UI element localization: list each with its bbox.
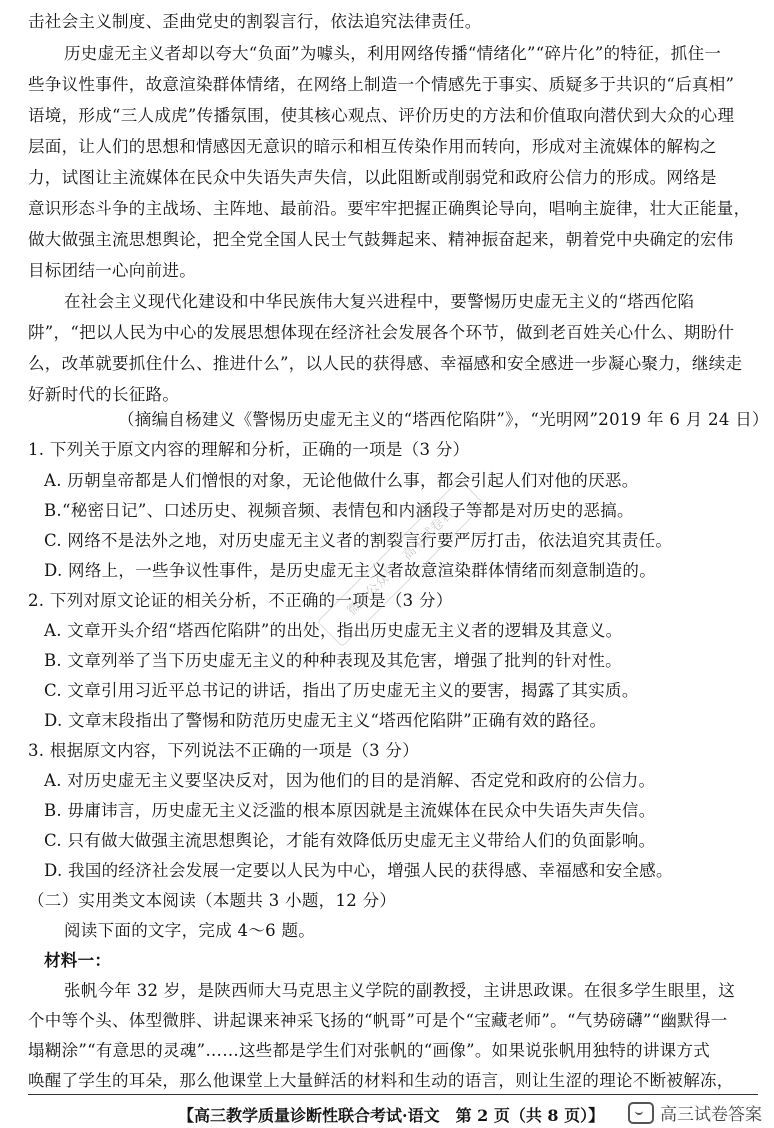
- material-line: 唤醒了学生的耳朵，那么他课堂上大量鲜活的材料和生动的语言，则让生涩的理论不断被解冻，: [28, 1071, 734, 1090]
- passage-line: 些争议性事件，故意渲染群体情绪，在网络上制造一个情感先于事实、质疑多于共识的“后真相”: [28, 75, 735, 94]
- section-heading: （二）实用类文本阅读（本题共 3 小题，12 分）: [28, 891, 397, 910]
- material-line: 塌糊涂”“有意思的灵魂”……这些都是学生们对张帆的“画像”。如果说张帆用独特的讲课方式: [28, 1041, 711, 1060]
- question-1-option-d[interactable]: D. 网络上，一些争议性事件，是历史虚无主义者故意渲染群体情绪而刻意制造的。: [44, 561, 657, 580]
- passage-line: 做大做强主流思想舆论，把全党全国人民士气鼓舞起来、精神振奋起来，朝着党中央确定的宏伟: [28, 230, 734, 249]
- chat-icon: [628, 1102, 654, 1124]
- section-instruction: 阅读下面的文字，完成 4～6 题。: [64, 921, 316, 940]
- watermark-text: 高三试卷答案: [660, 1105, 762, 1125]
- question-3-option-b[interactable]: B. 毋庸讳言，历史虚无主义泛滥的根本原因就是主流媒体在民众中失语失声失信。: [44, 801, 656, 820]
- corner-watermark: [628, 1100, 762, 1125]
- watermark-stamp: 微信公众号：高中试卷君: [317, 479, 485, 647]
- page-footer: 【高三教学质量诊断性联合考试·语文 第 2 页（共 8 页）】: [178, 1106, 605, 1125]
- material-line: 张帆今年 32 岁，是陕西师大马克思主义学院的副教授，主讲思政课。在很多学生眼里，这: [64, 981, 736, 1000]
- question-2-option-b[interactable]: B. 文章列举了当下历史虚无主义的种种表现及其危害，增强了批判的针对性。: [44, 651, 622, 670]
- passage-line: 历史虚无主义者却以夸大“负面”为噱头，利用网络传播“情绪化”“碎片化”的特征，抓住一: [64, 44, 722, 63]
- question-3-stem: 3. 根据原文内容，下列说法不正确的一项是（3 分）: [28, 741, 420, 760]
- question-2-option-c[interactable]: C. 文章引用习近平总书记的讲话，指出了历史虚无主义的要害，揭露了其实质。: [44, 681, 639, 700]
- question-3-option-a[interactable]: A. 对历史虚无主义要坚决反对，因为他们的目的是消解、否定党和政府的公信力。: [44, 771, 656, 790]
- passage-line: 语境，形成“三人成虎”传播氛围，使其核心观点、评价历史的方法和价值取向潜伏到大众的心理: [28, 106, 735, 125]
- passage-line: 目标团结一心向前进。: [28, 261, 196, 280]
- question-2-option-d[interactable]: D. 文章末段指出了警惕和防范历史虚无主义“塔西佗陷阱”正确有效的路径。: [44, 711, 607, 730]
- material-label: 材料一：: [44, 951, 112, 970]
- question-3-option-c[interactable]: C. 只有做大做强主流思想舆论，才能有效降低历史虚无主义带给人们的负面影响。: [44, 831, 656, 850]
- footer-divider: [28, 1094, 758, 1095]
- question-2-option-a[interactable]: A. 文章开头介绍“塔西佗陷阱”的出处，指出历史虚无主义者的逻辑及其意义。: [44, 621, 623, 640]
- question-1-option-c[interactable]: C. 网络不是法外之地，对历史虚无主义者的割裂言行要严厉打击，依法追究其责任。: [44, 531, 673, 550]
- passage-line: 么，改革就要抓住什么、推进什么”，以人民的获得感、幸福感和安全感进一步凝心聚力，继续走: [28, 354, 743, 373]
- question-1-option-b[interactable]: B.“秘密日记”、口述历史、视频音频、表情包和内涵段子等都是对历史的恶搞。: [44, 501, 634, 520]
- material-line: 个中等个头、体型微胖、讲起课来神采飞扬的“帆哥”可是个“宝藏老师”。“气势磅礴”“幽默得一: [28, 1011, 728, 1030]
- passage-line: 击社会主义制度、歪曲党史的割裂言行，依法追究法律责任。: [28, 12, 482, 31]
- question-1-stem: 1. 下列关于原文内容的理解和分析，正确的一项是（3 分）: [28, 440, 470, 459]
- passage-line: 好新时代的长征路。: [28, 385, 180, 404]
- passage-line: 意识形态斗争的主战场、主阵地、最前沿。要牢牢把握正确舆论导向，唱响主旋律，壮大正能量，: [28, 199, 751, 218]
- passage-line: 阱”，“把以人民为中心的发展思想体现在经济社会发展各个环节，做到老百姓关心什么、期盼什: [28, 323, 735, 342]
- passage-line: 在社会主义现代化建设和中华民族伟大复兴进程中，要警惕历史虚无主义的“塔西佗陷: [64, 292, 695, 311]
- question-3-option-d[interactable]: D. 我国的经济社会发展一定要以人民为中心，增强人民的获得感、幸福感和安全感。: [44, 861, 673, 880]
- passage-line: 层面，让人们的思想和情感因无意识的暗示和相互传染作用而转向，形成对主流媒体的解构之: [28, 137, 717, 156]
- question-2-stem: 2. 下列对原文论证的相关分析，不正确的一项是（3 分）: [28, 591, 453, 610]
- source-citation: （摘编自杨建义《警惕历史虚无主义的“塔西佗陷阱”》，“光明网”2019 年 6 月 24 日）: [118, 410, 769, 429]
- passage-line: 力，试图让主流媒体在民众中失语失声失信，以此阻断或削弱党和政府公信力的形成。网络是: [28, 168, 717, 187]
- question-1-option-a[interactable]: A. 历朝皇帝都是人们憎恨的对象，无论他做什么事，都会引起人们对他的厌恶。: [44, 471, 639, 490]
